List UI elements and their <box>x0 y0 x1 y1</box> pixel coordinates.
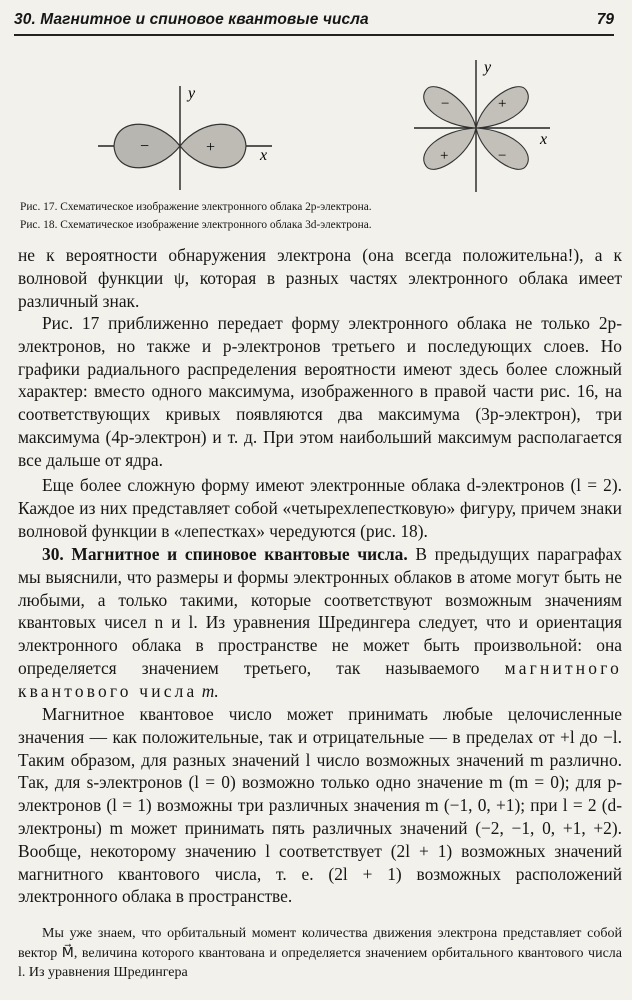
paragraph-fig17-description: Рис. 17 приближенно передает форму электронного облака не только 2p-электронов, но также и p-электронов третьего и последующих слоев. Но графики радиального распределения вероятности имеют здесь более сложный характер: вместо одного максимума, изображенного в правой части рис. 16, на соответствующих кривых появляются два максимума (3p-электрон), три максимума (4p-электрон) и т. д. При этом наибольший максимум располагается все дальше от ядра. <box>18 313 622 470</box>
sign-bottom-right: − <box>498 148 507 164</box>
axis-x-label: x <box>260 147 268 164</box>
paragraph-orbital-moment: Мы уже знаем, что орбитальный момент количества движения электрона представляет собой вектор M⃗, величина которого квантована и определяется значением орбитального квантового числа l. Из уравнения Шредингера <box>18 926 622 980</box>
figure-18-d-orbital <box>408 56 568 194</box>
section-intro-text: В предыдущих параграфах мы выяснили, что размеры и формы электронных облаков в атоме могут быть не любыми, а только такими, которые соответствуют возможным значениям квантовых чисел n и l. Из уравнения Шредингера следует, что и ориентация электронного облака в пространстве не может быть произвольной: она определяется значением третьего, так называемого <box>18 544 622 678</box>
sign-bottom-left: + <box>440 148 449 164</box>
page-number: 79 <box>596 11 614 28</box>
symbol-m: m. <box>201 680 219 701</box>
sign-left-minus: − <box>140 138 150 155</box>
sign-top-left: − <box>441 96 450 112</box>
page-header <box>14 8 614 36</box>
sign-top-right: + <box>498 96 507 112</box>
caption-figure-17: Рис. 17. Схематическое изображение электронного облака 2p-электрона. <box>20 201 372 213</box>
paragraph-magnetic-number: Магнитное квантовое число может принимать любые целочисленные значения — как положительные, так и отрицательные — в пределах от +l до −l. Таким образом, для разных значений l число возможных значений m различно. Так, для s-электронов (l = 0) возможно только одно значение m (m = 0); для p-электронов (l = 1) возможны три различных значения m (−1, 0, +1); при l = 2 (d-электроны) m может принимать пять различных значений (−2, −1, 0, +1, +2). Вообще, некоторому значению l соответствует (2l + 1) возможных значений магнитного квантового числа, т. е. (2l + 1) возможных расположений электронного облака в пространстве. <box>18 704 622 907</box>
axis-y-label: y <box>188 85 196 102</box>
section-heading: 30. Магнитное и спиновое квантовые числа. <box>42 544 408 564</box>
paragraph-section-30 <box>18 543 622 703</box>
axis-y-label: y <box>484 59 492 76</box>
sign-right-plus: + <box>206 139 216 156</box>
running-head-title: 30. Магнитное и спиновое квантовые числа <box>14 11 369 28</box>
caption-figure-18: Рис. 18. Схематическое изображение электронного облака 3d-электрона. <box>20 219 372 231</box>
paragraph-d-electrons: Еще более сложную форму имеют электронные облака d-электронов (l = 2). Каждое из них представляет собой «четырехлепестковую» фигуру, причем знаки волновой функции в «лепестках» чередуются (рис. 18). <box>18 475 622 541</box>
paragraph-continuation: не к вероятности обнаружения электрона (она всегда положительна!), а к волновой функции ψ, которая в разных частях электронного облака имеет различный знак. <box>18 245 622 311</box>
axis-x-label: x <box>540 131 548 148</box>
figure-17-p-orbital <box>88 78 288 196</box>
spaced-term: магнитного квантового числа <box>18 657 622 701</box>
